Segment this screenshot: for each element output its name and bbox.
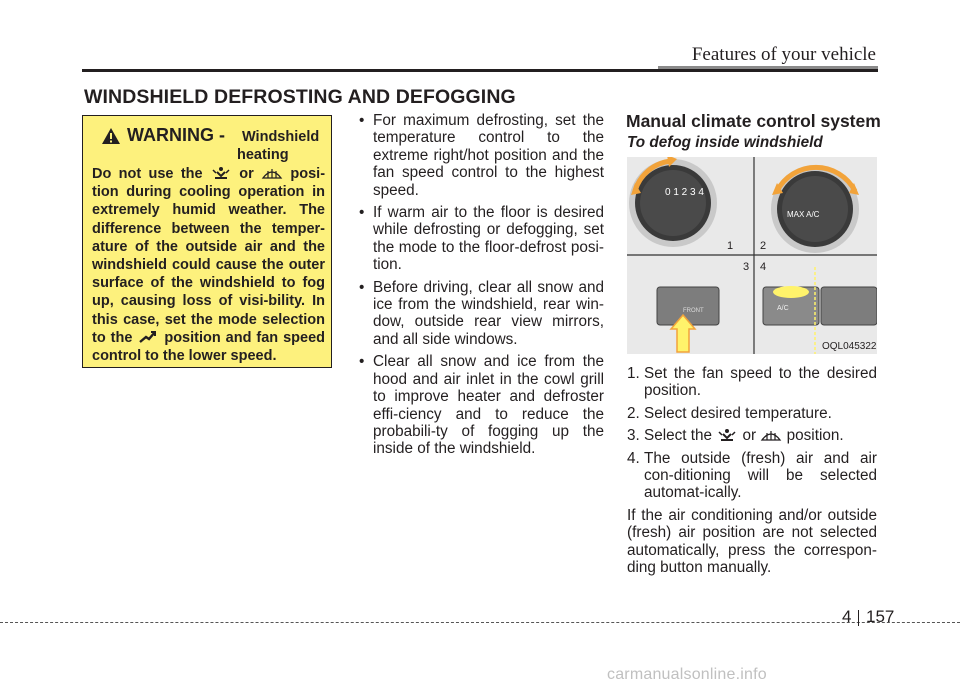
list-item: [627, 365, 877, 400]
front-defrost-icon: [760, 428, 782, 442]
section-title: WINDSHIELD DEFROSTING AND DEFOGGING: [84, 86, 516, 108]
warning-subject-line1: Windshield: [242, 129, 320, 145]
list-item: • If warm air to the floor is desired while defrosting or defogging, set the mode to the floor-defrost posi-tion.: [359, 204, 604, 274]
list-item: • For maximum defrosting, set the temperature control to the extreme right/hot position and the fan speed control to the highest speed.: [359, 112, 604, 199]
bullet-text: For maximum defrosting, set the temperature control to the extreme right/hot position and the fan speed control to the highest speed.: [373, 112, 604, 199]
warning-label: WARNING -: [127, 125, 225, 145]
list-item: [627, 427, 877, 444]
watermark: carmanualsonline.info: [607, 666, 767, 683]
callout-1: 1: [727, 240, 734, 252]
climate-control-photo: [627, 157, 877, 354]
figure-code: OQL045322: [822, 341, 877, 352]
bullet-text: Before driving, clear all snow and ice from the windshield, rear win-dow, outside rear view mirrors, and all side windows.: [373, 278, 604, 348]
list-item: • Clear all snow and ice from the hood and air inlet in the cowl grill to improve heater and defroster effi-ciency and to reduce the probabili-ty of fogging up the inside of the windshield.: [359, 353, 604, 458]
running-header: Features of your vehicle: [691, 44, 876, 65]
warning-subject-line2: heating: [237, 147, 289, 163]
callout-2: 2: [760, 240, 767, 252]
list-item: • Before driving, clear all snow and ice from the windshield, rear win-dow, outside rear view mirrors, and all side windows.: [359, 278, 604, 348]
page-number: 157: [866, 607, 895, 626]
fan-speed-marks: 0 1 2 3 4: [665, 187, 704, 198]
bullet-text: Clear all snow and ice from the hood and air inlet in the cowl grill to improve heater and defroster effi-ciency and to reduce the probabili-ty of fogging up the inside of the windshield.: [373, 353, 604, 458]
step-number: 4.: [627, 449, 640, 467]
floor-defrost-mode-icon: [210, 166, 232, 180]
steps-list: [627, 365, 877, 576]
ac-button-label: A/C: [777, 305, 789, 312]
step-number: 3.: [627, 427, 640, 445]
footer-divider: [858, 610, 859, 626]
step-text: Set the fan speed to the desired position.: [644, 365, 877, 400]
floor-defrost-mode-icon: [137, 330, 159, 344]
warning-box: [82, 115, 332, 368]
step-text-or: or: [742, 427, 757, 445]
step-text: position.: [786, 427, 844, 445]
callout-3: 3: [743, 261, 750, 273]
step-text: Select desired temperature.: [644, 404, 832, 422]
chapter-number: 4: [842, 607, 852, 626]
warning-triangle-icon: [101, 127, 121, 145]
step-text: The outside (fresh) air and air con-ditioning will be selected automat-ically.: [644, 449, 877, 502]
front-button-label: FRONT: [683, 308, 704, 314]
front-defrost-icon: [261, 166, 283, 180]
warning-text-part3: position and fan speed control to the lower speed.: [92, 329, 326, 365]
list-item: [627, 405, 877, 422]
step-text: Select the: [644, 427, 713, 445]
header-rule: [82, 69, 878, 72]
subsection-subtitle: To defog inside windshield: [627, 134, 823, 151]
subsection-title: Manual climate control system: [626, 111, 881, 131]
warning-text-part2: posi-tion during cooling operation in extremely humid weather. The difference between the temper-ature of the outside air and the windshield could cause the outer surface of the windshield to fog up, causing loss of visi-bility. In this case, set the mode selection to the: [92, 166, 326, 346]
bullet-text: If warm air to the floor is desired while defrosting or defogging, set the mode to the floor-defrost posi-tion.: [373, 204, 604, 274]
warning-text-or: or: [239, 166, 254, 182]
floor-defrost-mode-icon: [716, 428, 738, 442]
note-paragraph: If the air conditioning and/or outside (fresh) air position are not selected automatically, press the correspon-ding button manually.: [627, 506, 877, 577]
step-number: 1.: [627, 365, 640, 382]
bullet-list: [356, 112, 604, 463]
footer-rule: [0, 622, 960, 623]
warning-text: [92, 165, 325, 365]
callout-4: 4: [760, 261, 767, 273]
list-item: [627, 450, 877, 502]
warning-text-part1: Do not use the: [92, 166, 203, 182]
max-ac-label: MAX A/C: [787, 210, 820, 219]
step-number: 2.: [627, 404, 640, 422]
